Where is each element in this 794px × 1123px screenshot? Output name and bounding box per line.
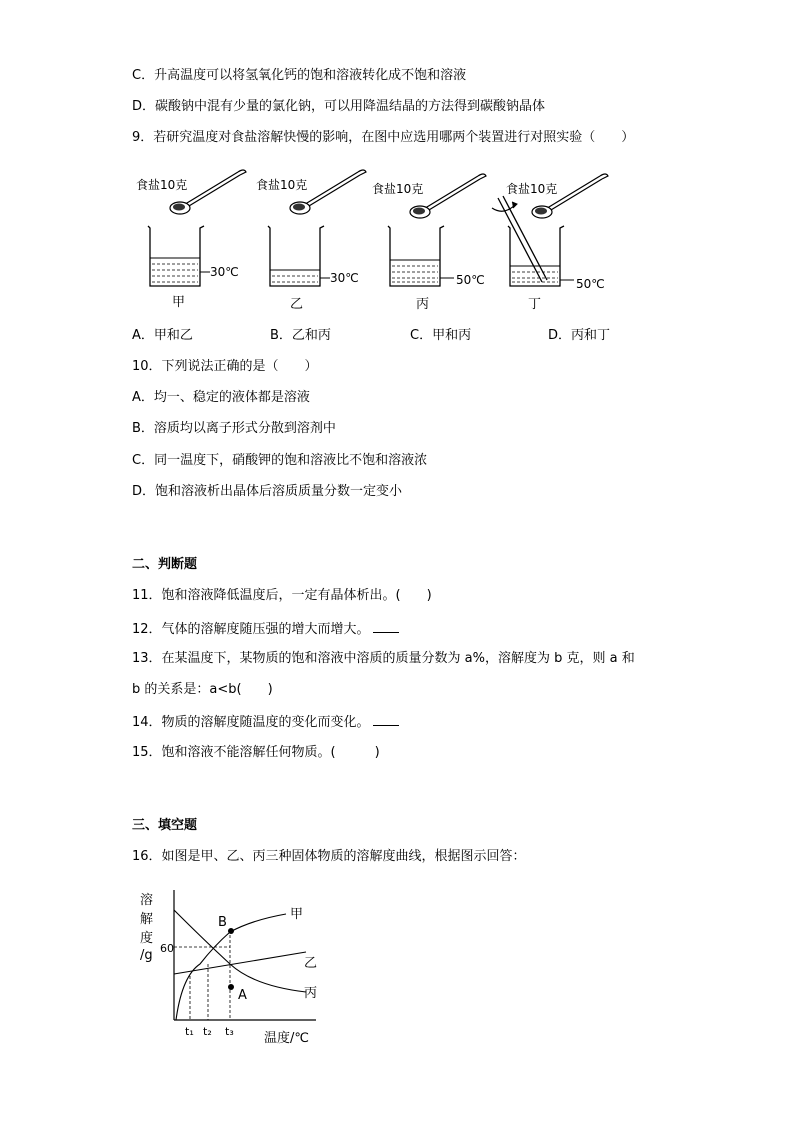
- y-tick-60: 60: [160, 942, 174, 955]
- setup-yi-name: 乙: [290, 297, 304, 312]
- setup-ding-name: 丁: [528, 297, 542, 312]
- curve-bing: [174, 910, 306, 992]
- q10-stem: 10．下列说法正确的是（ ）: [132, 359, 318, 374]
- setup-bing-name: 丙: [416, 297, 430, 312]
- solubility-curve-chart: [130, 880, 330, 1050]
- q11: 11．饱和溶液降低温度后，一定有晶体析出。( ): [132, 588, 432, 603]
- q9-option-b[interactable]: B．乙和丙: [270, 328, 331, 343]
- curve-yi-label: 乙: [304, 956, 318, 971]
- x-axis-label: 温度/℃: [264, 1031, 309, 1046]
- y-axis-label-char-1: 溶: [140, 893, 154, 908]
- setup-ding: [492, 174, 608, 312]
- setup-yi-salt-label: 食盐10克: [256, 178, 308, 192]
- point-a-label: A: [238, 988, 247, 1003]
- curve-jia-label: 甲: [290, 907, 304, 922]
- setup-yi-temp: 30℃: [330, 271, 359, 285]
- section-3-heading: 三、填空题: [132, 818, 198, 833]
- q9-beaker-figure: [120, 160, 640, 320]
- setup-yi: [256, 170, 366, 312]
- q10-option-b[interactable]: B．溶质均以离子形式分散到溶剂中: [132, 421, 336, 436]
- q9-option-a[interactable]: A．甲和乙: [132, 328, 193, 343]
- q13-line2: b 的关系是：a<b( ): [132, 682, 273, 697]
- q10-option-c[interactable]: C．同一温度下，硝酸钾的饱和溶液比不饱和溶液浓: [132, 453, 428, 468]
- setup-jia-temp: 30℃: [210, 265, 239, 279]
- q14-answer-blank[interactable]: [373, 713, 399, 726]
- q12-row: [132, 620, 399, 638]
- x-tick-t1: t₁: [185, 1025, 194, 1038]
- x-tick-t3: t₃: [225, 1025, 234, 1038]
- q9-stem: 9．若研究温度对食盐溶解快慢的影响，在图中应选用哪两个装置进行对照实验（ ）: [132, 130, 635, 145]
- section-2-heading: 二、判断题: [132, 557, 198, 572]
- point-a: [228, 984, 234, 990]
- q10-option-d[interactable]: D．饱和溶液析出晶体后溶质质量分数一定变小: [132, 484, 403, 499]
- q14-row: [132, 713, 399, 731]
- y-axis-label-char-4: /g: [140, 948, 153, 963]
- q15: 15．饱和溶液不能溶解任何物质。( ): [132, 745, 380, 760]
- q10-option-a[interactable]: A．均一、稳定的液体都是溶液: [132, 390, 310, 405]
- q13-line1: 13．在某温度下，某物质的饱和溶液中溶质的质量分数为 a%，溶解度为 b 克，则 a 和: [132, 651, 635, 666]
- q12: 12．气体的溶解度随压强的增大而增大。: [132, 622, 370, 637]
- setup-jia-name: 甲: [172, 295, 186, 310]
- setup-ding-salt-label: 食盐10克: [506, 182, 558, 196]
- setup-bing-temp: 50℃: [456, 273, 485, 287]
- q9-option-d[interactable]: D．丙和丁: [548, 328, 611, 343]
- x-tick-t2: t₂: [203, 1025, 212, 1038]
- setup-jia-salt-label: 食盐10克: [136, 178, 188, 192]
- setup-bing: [372, 174, 486, 312]
- setup-bing-salt-label: 食盐10克: [372, 182, 424, 196]
- point-b-label: B: [218, 915, 227, 930]
- q16: 16．如图是甲、乙、丙三种固体物质的溶解度曲线，根据图示回答：: [132, 849, 526, 864]
- q8-option-c: C．升高温度可以将氢氧化钙的饱和溶液转化成不饱和溶液: [132, 68, 467, 83]
- q9-option-c[interactable]: C．甲和丙: [410, 328, 472, 343]
- curve-yi: [174, 952, 306, 974]
- y-axis-label-char-2: 解: [140, 912, 154, 927]
- setup-ding-temp: 50℃: [576, 277, 605, 291]
- y-axis-label-char-3: 度: [140, 931, 154, 946]
- q12-answer-blank[interactable]: [373, 620, 399, 633]
- curve-bing-label: 丙: [304, 986, 318, 1001]
- q14: 14．物质的溶解度随温度的变化而变化。: [132, 715, 370, 730]
- setup-jia: [136, 170, 246, 310]
- q8-option-d: D．碳酸钠中混有少量的氯化钠，可以用降温结晶的方法得到碳酸钠晶体: [132, 99, 546, 114]
- point-b: [228, 928, 234, 934]
